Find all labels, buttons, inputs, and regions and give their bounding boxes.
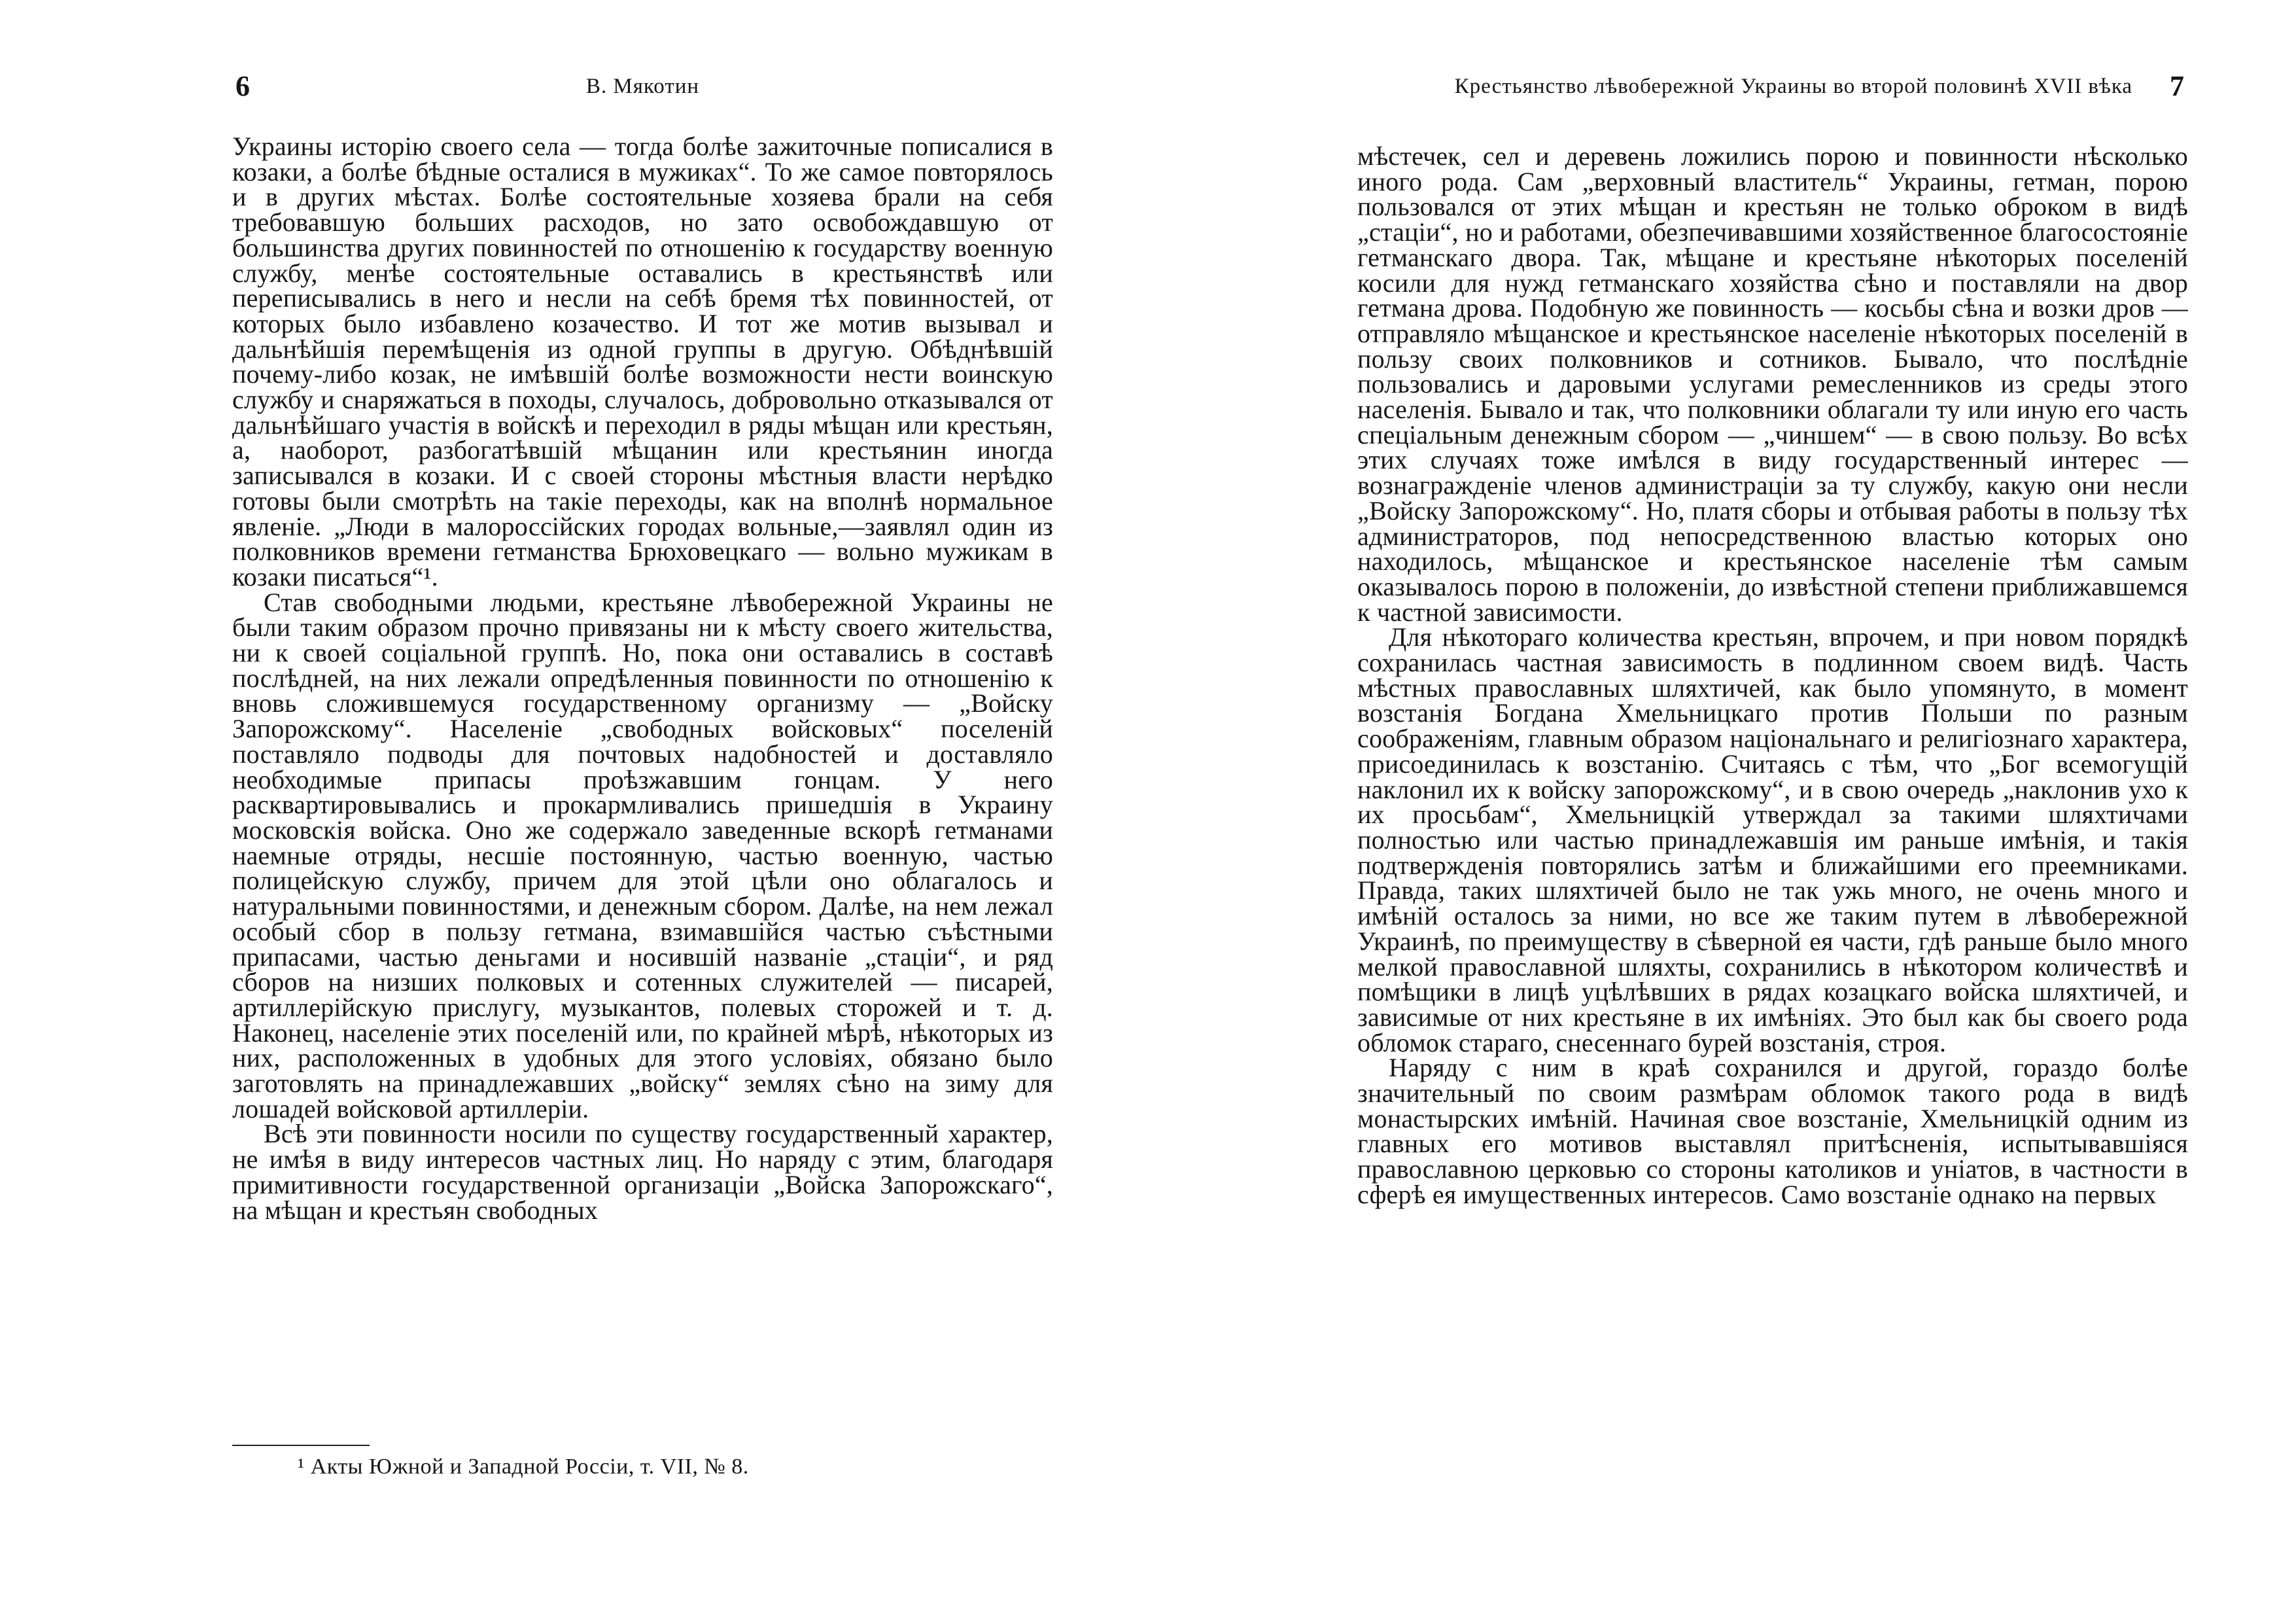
left-page-body [232,134,1053,1223]
right-page-body [1357,141,2188,1209]
left-paragraph-3: Всѣ эти повинности носили по существу государственный характер, не имѣя в виду интересов частных лиц. Но наряду с этим, благодаря примитивности государственной организаціи „Войска Запорожскаго“, на мѣщан и крестьян свободных [232,1119,1053,1225]
right-paragraph-2: Для нѣкотораго количества крестьян, впрочем, и при новом порядкѣ сохранилась частная зависимость в подлинном своем видѣ. Часть мѣстных православных шляхтичей, как было упомянуто, в момент возстанія Богдана Хмельницкаго против Польши по разным соображеніям, главным образом національнаго и религіознаго характера, присоединилась к возстанію. Считаясь с тѣм, что „Бог всемогущій наклонил их к войску запорожскому“, и в свою очередь „наклонив ухо к их просьбам“, Хмельницкій утверждал за такими шляхтичами полностью или частью принадлежавшія им раньше имѣнія, и такія подтвержденія повторялись затѣм и ближайшими его преемниками. Правда, таких шляхтичей было не так ужь много, не очень много и имѣній осталось за ними, но все же таким путем в лѣвобережной Украинѣ, по преимуществу в сѣверной ея части, гдѣ раньше было много мелкой православной шляхты, сохранились в нѣкотором количествѣ и помѣщики в лицѣ уцѣлѣвших в рядах козацкаго войска шляхтичей, и зависимые от них крестьяне в их имѣніях. Это был как бы своего рода обломок стараго, снесеннаго бурей возстанія, строя. [1357,622,2188,1057]
footnote-divider [232,1445,370,1446]
footnote: ¹ Акты Южной и Западной Россіи, т. VII, № 8. [298,1455,749,1479]
left-page [232,0,1053,1624]
right-running-head: Крестьянство лѣвобережной Украины во второй половинѣ XVII вѣка [1454,75,2132,98]
right-paragraph-3: Наряду с ним в краѣ сохранился и другой, гораздо болѣе значительный по своим размѣрам обломок такого рода в видѣ монастырских имѣній. Начиная свое возстаніе, Хмельницкій одним из главных его мотивов выставлял притѣсненія, испытывавшіяся православною церковью со стороны католиков и уніатов, в частности в сферѣ ея имущественных интересов. Само возстаніе однако на первых [1357,1053,2188,1209]
left-running-head: В. Мякотин [585,75,700,98]
left-page-header [232,67,1053,106]
left-paragraph-1: Украины исторію своего села — тогда болѣе зажиточные пописалися в козаки, а болѣе бѣдные осталися в мужиках“. То же самое повторялось и в других мѣстах. Болѣе состоятельные хозяева брали на себя требовавшую больших расходов, но зато освобождавшую от большинства других повинностей по отношенію к государству военную службу, менѣе состоятельные оставались в крестьянствѣ или переписывались в него и несли на себѣ бремя тѣх повинностей, от которых было избавлено козачество. И тот же мотив вызывал и дальнѣйшія перемѣщенія из одной группы в другую. Обѣднѣвшій почему-либо козак, не имѣвшій болѣе возможности нести воинскую службу и снаряжаться в походы, случалось, добровольно отказывался от дальнѣйшаго участія в войскѣ и переходил в ряды мѣщан или крестьян, а, наоборот, разбогатѣвшій мѣщанин или крестьянин иногда записывался в козаки. И с своей стороны мѣстныя власти нерѣдко готовы были смотрѣть на такіе переходы, как на вполнѣ нормальное явленіе. „Люди в малороссійских городах вольные,—заявлял один из полковников времени гетманства Брюховецкаго — вольно мужикам в козаки писаться“¹. [232,132,1053,591]
right-page-number: 7 [2170,70,2185,102]
right-paragraph-1: мѣстечек, сел и деревень ложились порою и повинности нѣсколько иного рода. Сам „верховный властитель“ Украины, гетман, порою пользовался от этих мѣщан и крестьян не только оброком в видѣ „стаціи“, но и работами, обезпечивавшими хозяйственное благосостояніе гетманскаго двора. Так, мѣщане и крестьяне нѣкоторых поселеній косили для нужд гетманскаго хозяйства сѣно и поставляли на двор гетмана дрова. Подобную же повинность — косьбы сѣна и возки дров — отправляло мѣщанское и крестьянское населеніе нѣкоторых поселеній в пользу своих полковников и сотников. Бывало, что послѣдніе пользовались и даровыми услугами ремесленников из среды этого населенія. Бывало и так, что полковники облагали ту или иную его часть спеціальным денежным сбором — „чиншем“ — в свою пользу. Во всѣх этих случаях тоже имѣлся в виду государственный интерес — вознагражденіе членов администраціи за ту службу, какую они несли „Войску Запорожскому“. Но, платя сборы и отбывая работы в пользу тѣх администраторов, под непосредственною властью которых оно находилось, мѣщанское и крестьянское населеніе тѣм самым оказывалось порою в положеніи, до извѣстной степени приближавшемся к частной зависимости. [1357,141,2188,627]
left-page-number: 6 [235,70,251,102]
right-page [1357,0,2188,1624]
left-paragraph-2: Став свободными людьми, крестьяне лѣвобережной Украины не были таким образом прочно привязаны ни к мѣсту своего жительства, ни к своей соціальной группѣ. Но, пока они оставались в составѣ послѣдней, на них лежали опредѣленныя повинности по отношенію к вновь сложившемуся государственному организму — „Войску Запорожскому“. Населеніе „свободных войсковых“ поселеній поставляло подводы для почтовых надобностей и доставляло необходимые припасы проѣзжавшим гонцам. У него расквартировывались и прокармливались пришедшія в Украину московскія войска. Оно же содержало заведенные вскорѣ гетманами наемные отряды, несшіе постоянную, частью военную, частью полицейскую службу, причем для этой цѣли оно облагалось и натуральными повинностями, и денежным сбором. Далѣе, на нем лежал особый сбор в пользу гетмана, взимавшійся частью съѣстными припасами, частью деньгами и носившій названіе „стаціи“, и ряд сборов на низших полковых и сотенных служителей — писарей, артиллерійскую прислугу, музыкантов, полевых сторожей и т. д. Наконец, населеніе этих поселеній или, по крайней мѣрѣ, нѣкоторых из них, расположенных в удобных для этого условіях, обязано было заготовлять на принадлежавших „войску“ землях сѣно на зиму для лошадей войсковой артиллеріи. [232,587,1053,1123]
right-page-header [1357,67,2188,106]
